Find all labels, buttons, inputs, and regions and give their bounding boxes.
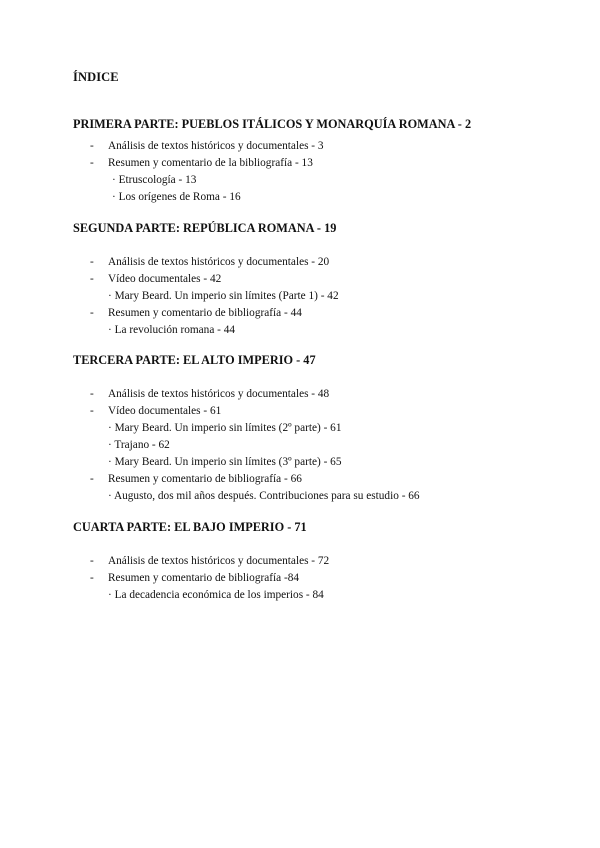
- item-text: · La decadencia económica de los imperios - 84: [108, 589, 324, 601]
- dash-marker: -: [90, 572, 94, 584]
- section-heading: TERCERA PARTE: EL ALTO IMPERIO - 47: [73, 353, 316, 367]
- dash-marker: -: [90, 555, 94, 567]
- item-text: Análisis de textos históricos y documentales - 3: [108, 140, 324, 152]
- section-list: [73, 254, 573, 339]
- item-text: Análisis de textos históricos y documentales - 20: [108, 256, 330, 268]
- list-item: [73, 471, 573, 488]
- list-item: [73, 570, 573, 587]
- list-item: [73, 553, 573, 570]
- section-list: [73, 386, 573, 505]
- item-text: · Mary Beard. Un imperio sin límites (3º parte) - 65: [108, 456, 342, 468]
- item-text: Resumen y comentario de bibliografía - 44: [108, 307, 302, 319]
- item-text: Vídeo documentales - 61: [108, 405, 222, 417]
- section-list: [73, 138, 573, 172]
- item-text: · Mary Beard. Un imperio sin límites (2º parte) - 61: [108, 422, 342, 434]
- list-item: [73, 254, 573, 271]
- list-item: [73, 386, 573, 403]
- list-item: [73, 420, 573, 437]
- list-item: [73, 488, 573, 505]
- item-text: · Mary Beard. Un imperio sin límites (Parte 1) - 42: [108, 290, 339, 302]
- sub-item: · Etruscología - 13: [112, 174, 197, 186]
- list-item: [73, 322, 573, 339]
- list-item: [73, 155, 573, 172]
- section-heading: CUARTA PARTE: EL BAJO IMPERIO - 71: [73, 520, 307, 534]
- dash-marker: -: [90, 157, 94, 169]
- dash-marker: -: [90, 273, 94, 285]
- dash-marker: -: [90, 140, 94, 152]
- dash-marker: -: [90, 256, 94, 268]
- dash-marker: -: [90, 388, 94, 400]
- section-list: [73, 553, 573, 604]
- dash-marker: -: [90, 307, 94, 319]
- section-primera-parte: [73, 116, 573, 206]
- list-item: [73, 305, 573, 322]
- section-cuarta-parte: [73, 519, 573, 604]
- dash-marker: -: [90, 405, 94, 417]
- index-title: ÍNDICE: [73, 70, 119, 84]
- list-item: [73, 288, 573, 305]
- item-text: · Trajano - 62: [108, 439, 170, 451]
- list-item: [73, 437, 573, 454]
- item-text: · Augusto, dos mil años después. Contribuciones para su estudio - 66: [108, 490, 420, 502]
- item-text: Análisis de textos históricos y documentales - 48: [108, 388, 330, 400]
- section-tercera-parte: [73, 352, 573, 505]
- list-item: [73, 403, 573, 420]
- item-text: Vídeo documentales - 42: [108, 273, 222, 285]
- sub-item: · Los orígenes de Roma - 16: [112, 191, 241, 203]
- item-text: · La revolución romana - 44: [108, 324, 236, 336]
- section-segunda-parte: [73, 220, 573, 339]
- item-text: Resumen y comentario de bibliografía - 66: [108, 473, 302, 485]
- list-item: [73, 271, 573, 288]
- dash-marker: -: [90, 473, 94, 485]
- list-item: [73, 138, 573, 155]
- section-heading: SEGUNDA PARTE: REPÚBLICA ROMANA - 19: [73, 221, 337, 235]
- list-item: [73, 587, 573, 604]
- item-text: Análisis de textos históricos y documentales - 72: [108, 555, 330, 567]
- item-text: Resumen y comentario de la bibliografía - 13: [108, 157, 313, 169]
- section-heading: PRIMERA PARTE: PUEBLOS ITÁLICOS Y MONARQUÍA ROMANA - 2: [73, 117, 472, 131]
- item-text: Resumen y comentario de bibliografía -84: [108, 572, 300, 584]
- list-item: [73, 454, 573, 471]
